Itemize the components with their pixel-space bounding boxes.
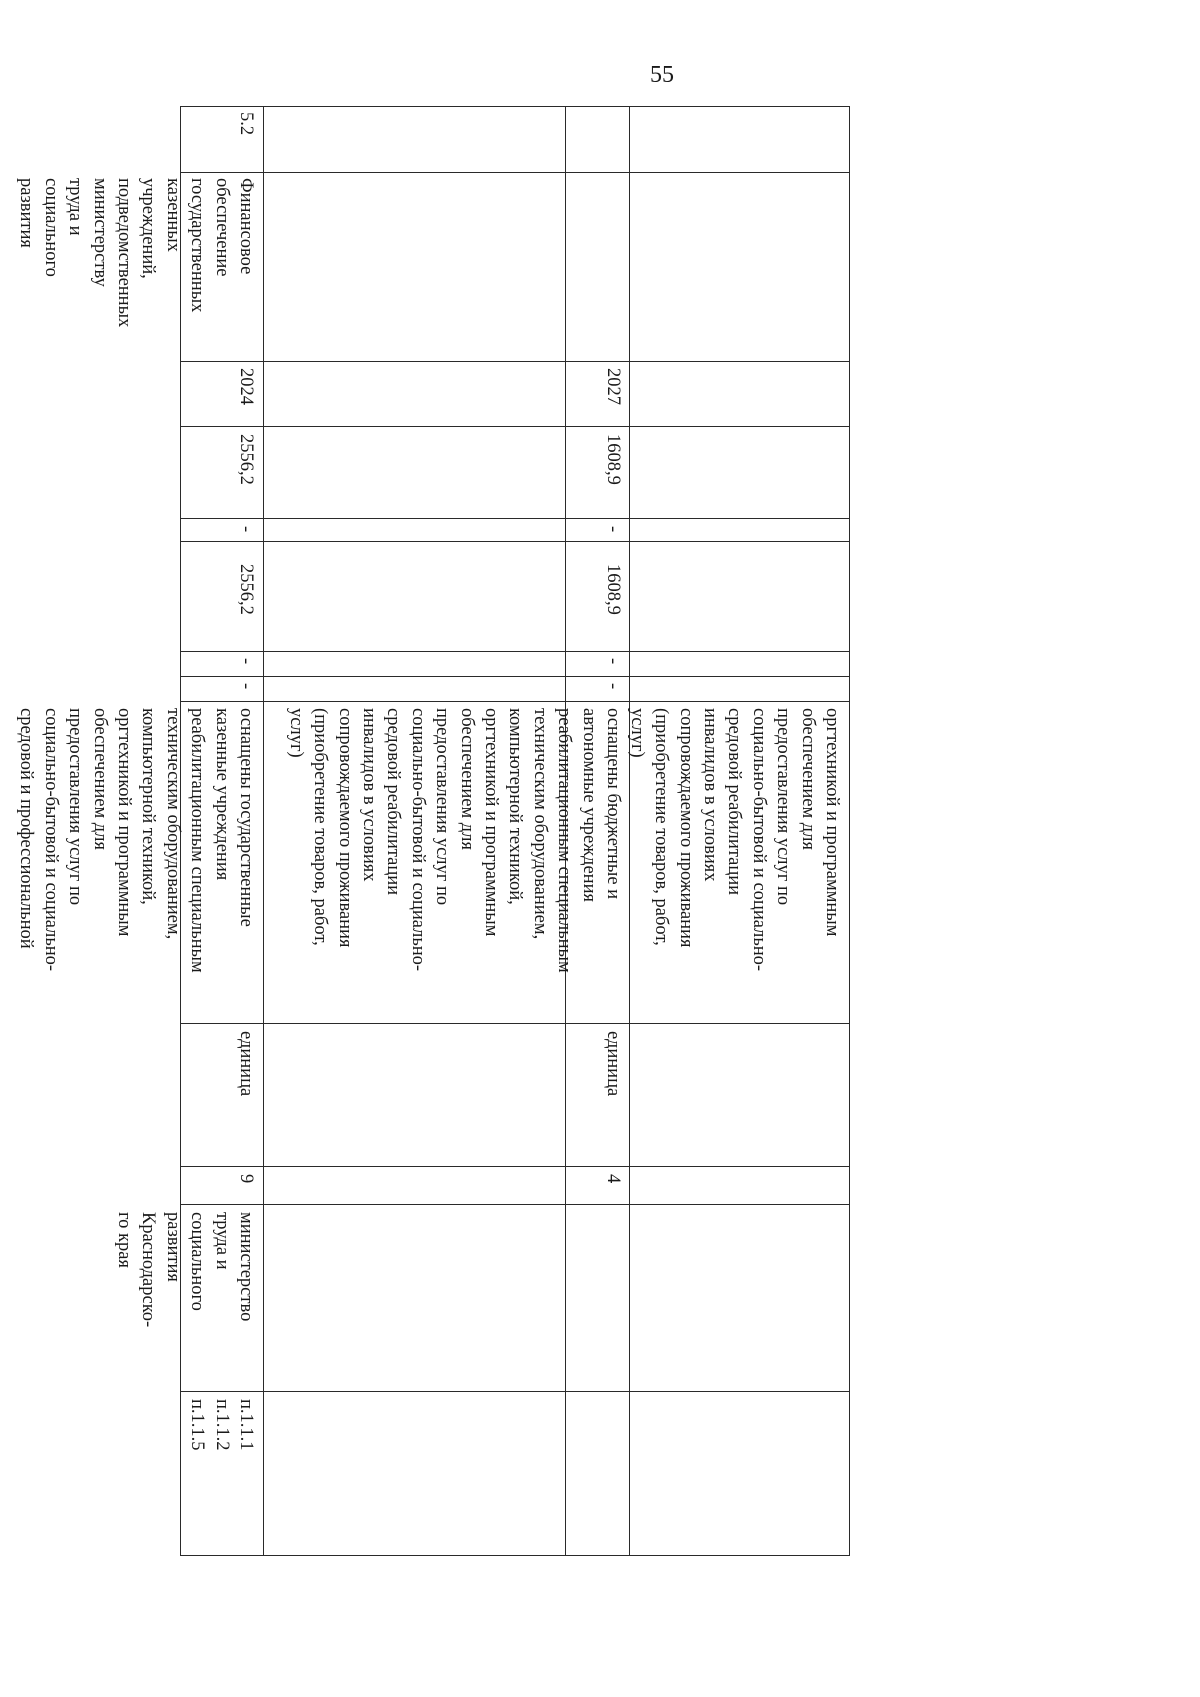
text-line: услуг) [285, 708, 306, 758]
text-line: п.1.1.1 [236, 1399, 256, 1451]
text-line: го края [113, 1212, 134, 1268]
regional-2024: 2556,2 [236, 564, 256, 615]
text-line: п.1.1.5 [187, 1399, 208, 1451]
executor-5-2 [112, 1212, 258, 1327]
text-line: реабилитационным специальным [187, 708, 208, 973]
text-line: государственных [187, 178, 208, 313]
text-line: сопровождаемого проживания [334, 708, 355, 948]
year-2024: 2024 [236, 368, 256, 405]
text-line: обеспечением для [89, 708, 110, 850]
text-line: подведомственных [113, 178, 134, 328]
text-line: обеспечением для [797, 708, 818, 850]
page-number: 55 [650, 62, 674, 88]
federal-2027: - [603, 526, 623, 533]
text-line: оргтехникой и программным [480, 708, 501, 937]
text-line: предоставления услуг по [773, 708, 794, 906]
text-line: инвалидов в условиях [699, 708, 720, 882]
description-2024 [14, 708, 258, 973]
year-2027: 2027 [603, 368, 623, 405]
text-line: оснащены бюджетные и [603, 708, 623, 900]
other-2024: - [236, 683, 256, 690]
text-line: реабилитационным специальным [554, 708, 575, 973]
text-line: техническим оборудованием, [162, 708, 183, 940]
text-line: министерство [236, 1212, 256, 1322]
text-line: развития [162, 1212, 183, 1282]
text-line: оргтехникой и программным [113, 708, 134, 937]
regional-2027: 1608,9 [603, 564, 623, 615]
text-line: компьютерной техникой, [505, 708, 526, 905]
value-2024: 9 [236, 1174, 256, 1184]
total-2024: 2556,2 [236, 434, 256, 485]
text-line: п.1.1.2 [211, 1399, 232, 1451]
text-line: учреждений, [138, 178, 159, 279]
text-line: министерству [89, 178, 110, 287]
text-line: средовой и профессиональной [16, 708, 37, 949]
total-2027: 1608,9 [603, 434, 623, 485]
text-line: средовой реабилитации [383, 708, 404, 896]
name-5-2-lines [14, 178, 258, 327]
text-line: труда и [65, 178, 86, 236]
text-line: техническим оборудованием, [529, 708, 550, 940]
text-line: оргтехникой и программным [822, 708, 842, 937]
value-2027: 4 [603, 1174, 623, 1184]
rotated-table-row-5-2 [16, 106, 850, 1556]
other-2027: - [603, 683, 623, 690]
text-line: предоставления услуг по [432, 708, 453, 906]
text-line: инвалидов в условиях [358, 708, 379, 882]
text-line: автономные учреждения [578, 708, 599, 902]
text-line: социального [187, 1212, 208, 1311]
text-line: предоставления услуг по [65, 708, 86, 906]
text-line: услуг) [626, 708, 647, 758]
text-line: оснащены государственные [236, 708, 256, 927]
text-line: социального [40, 178, 61, 277]
local-2027: - [603, 658, 623, 665]
text-line: Краснодарско- [138, 1212, 159, 1328]
text-line: развития [16, 178, 37, 248]
text-line: обеспечение [211, 178, 232, 277]
federal-2024: - [236, 526, 256, 533]
text-line: Финансовое [236, 178, 256, 275]
text-line: социально-бытовой и социально- [40, 708, 61, 972]
text-line: (приобретение товаров, работ, [310, 708, 331, 946]
text-line: средовой реабилитации [724, 708, 745, 896]
text-line: сопровождаемого проживания [675, 708, 696, 948]
unit-2024: единица [236, 1031, 256, 1097]
text-line: (приобретение товаров, работ, [651, 708, 672, 946]
text-line: социально-бытовой и социально- [407, 708, 428, 972]
text-line: казенные учреждения [211, 708, 232, 881]
text-line: социально-бытовой и социально- [748, 708, 769, 972]
text-line: труда и [211, 1212, 232, 1270]
reference-5-2 [185, 1399, 258, 1451]
text-line: компьютерной техникой, [138, 708, 159, 905]
text-line: казенных [162, 178, 183, 252]
row-number-5-2: 5.2 [236, 112, 256, 136]
unit-2027: единица [603, 1031, 623, 1097]
local-2024: - [236, 658, 256, 665]
text-line: обеспечением для [456, 708, 477, 850]
